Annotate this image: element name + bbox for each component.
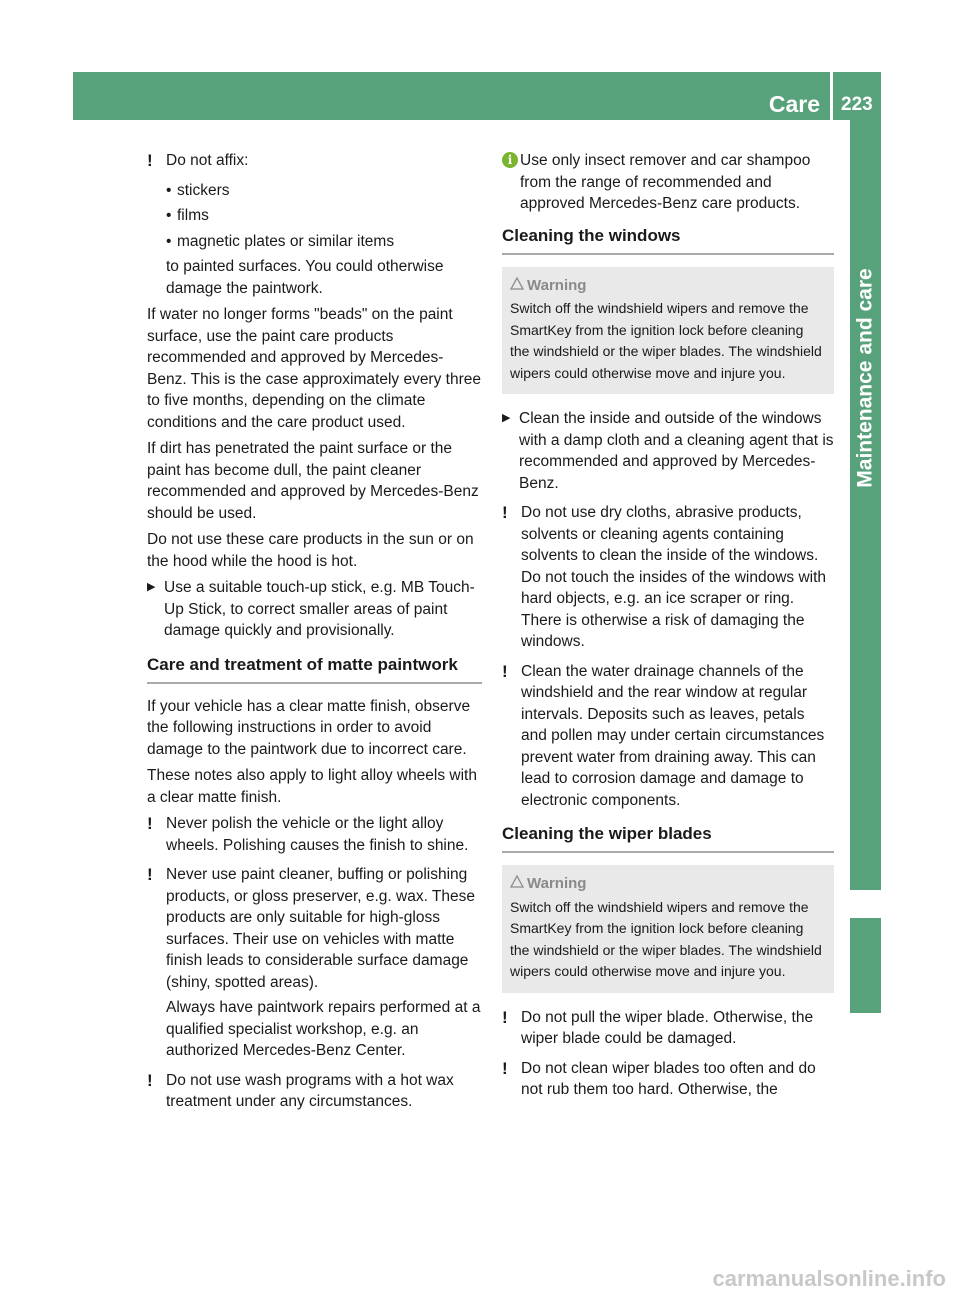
warning-title: Warning bbox=[510, 275, 826, 297]
warning-triangle-icon bbox=[510, 873, 527, 895]
paragraph: If dirt has penetrated the paint surface or the paint has become dull, the paint cleaner recommended and approved by Mercedes-Benz should be used. bbox=[147, 440, 479, 522]
notice-block bbox=[147, 150, 482, 172]
notice-icon: ! bbox=[502, 1007, 508, 1027]
warning-box bbox=[502, 267, 834, 395]
section-heading: Cleaning the wiper blades bbox=[502, 823, 834, 853]
warning-text: Switch off the windshield wipers and remove the SmartKey from the ignition lock before cleaning the windshield or the wiper blades. The windshield wipers could otherwise move and injure you. bbox=[510, 898, 822, 979]
notice-icon: ! bbox=[147, 814, 153, 833]
notice-icon: ! bbox=[147, 151, 153, 170]
notice-text: Do not affix: bbox=[166, 152, 249, 169]
step-arrow-icon: ▶ bbox=[502, 412, 511, 424]
notice-text: Never polish the vehicle or the light alloy wheels. Polishing causes the finish to shine. bbox=[166, 815, 469, 854]
list-item: • films bbox=[166, 205, 482, 227]
notice-icon: ! bbox=[147, 865, 153, 884]
side-tab-marker bbox=[850, 918, 881, 1013]
side-chapter-label: Maintenance and care bbox=[853, 268, 877, 488]
step-text: Use a suitable touch-up stick, e.g. MB Touch-Up Stick, to correct smaller areas of paint damage quickly and provisionally. bbox=[164, 579, 475, 639]
notice-text: Never use paint cleaner, buffing or polishing products, or gloss preserver, e.g. wax. These products are only suitable for high-gloss surfaces. Their use on vehicles with matte finish leads to considerable surface damage (shiny, spotted areas). bbox=[166, 866, 476, 991]
warning-title: Warning bbox=[510, 873, 826, 895]
notice-text-continued: to painted surfaces. You could otherwise damage the paintwork. bbox=[166, 258, 444, 297]
page-section-title: Care bbox=[768, 91, 820, 117]
bullet-icon: • bbox=[166, 181, 172, 199]
step-arrow-icon: ▶ bbox=[147, 581, 156, 593]
notice-block bbox=[502, 661, 834, 812]
list-item: • stickers bbox=[166, 180, 482, 202]
paragraph: If your vehicle has a clear matte finish, observe the following instructions in order to avoid damage to the paintwork due to incorrect care. bbox=[147, 697, 471, 758]
list-item: • magnetic plates or similar items bbox=[166, 231, 482, 253]
notice-block bbox=[502, 1007, 834, 1050]
right-column bbox=[502, 150, 834, 1109]
step-text: Clean the inside and outside of the windows with a damp cloth and a cleaning agent that is recommended and approved by Mercedes-Benz. bbox=[519, 410, 834, 492]
instruction-step bbox=[502, 408, 834, 494]
notice-text: Do not use wash programs with a hot wax treatment under any circumstances. bbox=[166, 1071, 454, 1110]
notice-block bbox=[502, 1058, 834, 1101]
warning-box bbox=[502, 865, 834, 993]
instruction-step bbox=[147, 577, 482, 642]
info-icon: i bbox=[502, 152, 518, 168]
bullet-icon: • bbox=[166, 207, 172, 224]
notice-icon: ! bbox=[502, 1058, 508, 1078]
warning-text: Switch off the windshield wipers and remove the SmartKey from the ignition lock before cleaning the windshield or the wiper blades. The windshield wipers could otherwise move and injure you. bbox=[510, 300, 822, 381]
bullet-list bbox=[147, 180, 482, 253]
section-heading: Care and treatment of matte paintwork bbox=[147, 654, 482, 684]
info-block bbox=[502, 150, 834, 215]
page-number: 223 bbox=[841, 94, 873, 115]
notice-icon: ! bbox=[502, 503, 508, 522]
notice-text: Clean the water drainage channels of the windshield and the rear window at regular intervals. Deposits such as leaves, petals and pollen may under certain circumstances prevent water from draining away. This can lead to corrosion damage and damage to electronic components. bbox=[521, 662, 825, 809]
notice-block bbox=[147, 1070, 482, 1113]
notice-text: Do not clean wiper blades too often and do not rub them too hard. Otherwise, the bbox=[521, 1059, 816, 1098]
notice-icon: ! bbox=[502, 661, 508, 681]
left-column bbox=[147, 150, 482, 1121]
notice-icon: ! bbox=[147, 1070, 153, 1090]
notice-block bbox=[147, 864, 482, 1062]
paragraph: These notes also apply to light alloy wheels with a clear matte finish. bbox=[147, 767, 477, 806]
info-text: Use only insect remover and car shampoo from the range of recommended and approved Mercedes-Benz care products. bbox=[520, 152, 811, 212]
notice-block bbox=[147, 813, 482, 856]
bullet-icon: • bbox=[166, 232, 172, 250]
paragraph: If water no longer forms "beads" on the paint surface, use the paint care products recommended and approved by Mercedes-Benz. This is the case approximately every three to five months, depending on the climate conditions and the care product used. bbox=[147, 306, 481, 431]
warning-triangle-icon bbox=[510, 275, 527, 297]
notice-text: Do not use dry cloths, abrasive products, solvents or cleaning agents containing solvents to clean the inside of the windows. Do not touch the insides of the windows with hard objects, e.g. an ice scraper or ring. There is otherwise a risk of damaging the windows. bbox=[521, 504, 827, 650]
section-heading: Cleaning the windows bbox=[502, 225, 834, 255]
header-separator bbox=[830, 72, 833, 120]
header-bar bbox=[73, 72, 881, 120]
notice-text: Always have paintwork repairs performed at a qualified specialist workshop, e.g. an authorized Mercedes-Benz Center. bbox=[166, 999, 481, 1059]
paragraph: Do not use these care products in the sun or on the hood while the hood is hot. bbox=[147, 531, 474, 570]
watermark: carmanualsonline.info bbox=[712, 1266, 946, 1291]
notice-text: Do not pull the wiper blade. Otherwise, the wiper blade could be damaged. bbox=[521, 1008, 814, 1047]
side-chapter-label-wrap bbox=[850, 120, 881, 890]
notice-block bbox=[502, 502, 834, 653]
